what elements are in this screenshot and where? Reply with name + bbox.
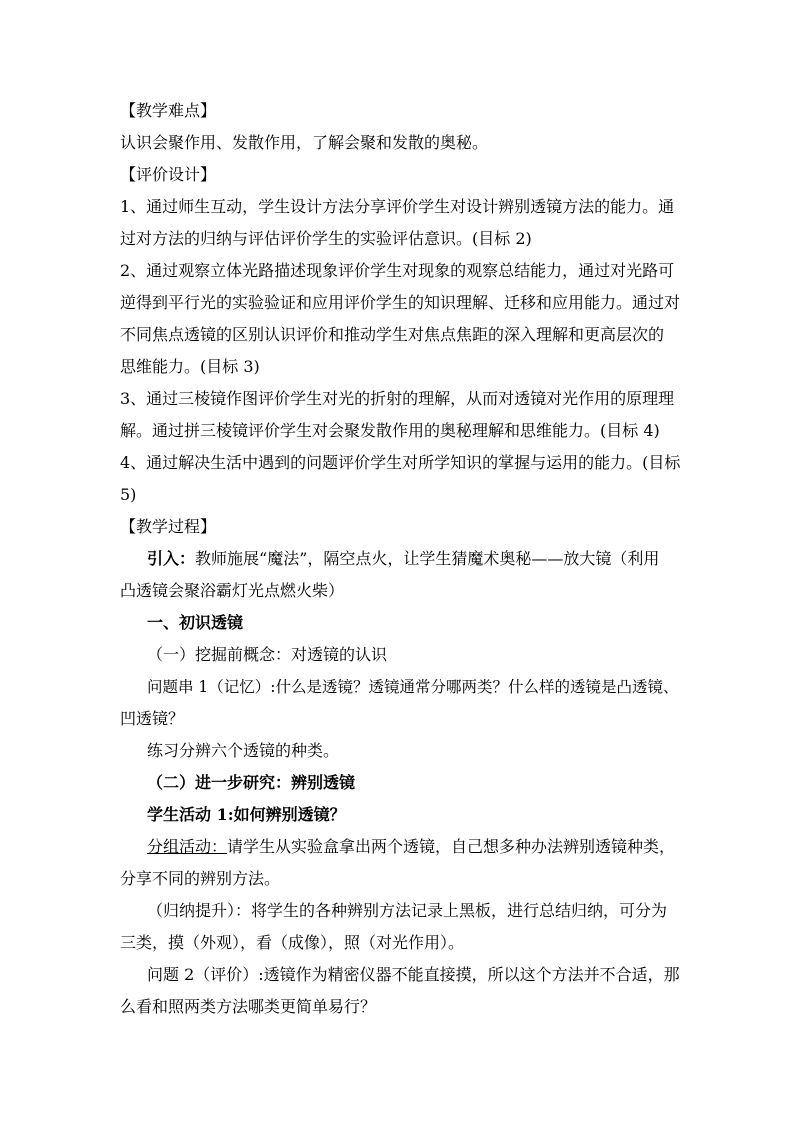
- evaluation-item2-line3: 不同焦点透镜的区别认识评价和推动学生对焦点焦距的深入理解和更高层次的: [120, 325, 665, 344]
- subsection1-title: （一）挖掘前概念：对透镜的认识: [147, 645, 388, 664]
- evaluation-heading: 【评价设计】: [120, 165, 217, 184]
- process-heading: 【教学过程】: [120, 517, 217, 536]
- activity1-title: 学生活动 1:如何辨别透镜？: [147, 805, 346, 824]
- question2-line1: 问题 2（评价）:透镜作为精密仪器不能直接摸，所以这个方法并不合适，那: [147, 965, 680, 984]
- intro-line2: 凸透镜会聚浴霸灯光点燃火柴）: [120, 581, 345, 600]
- evaluation-item1-line1: 1、通过师生互动，学生设计方法分享评价学生对设计辨别透镜方法的能力。通: [120, 197, 675, 216]
- summary-line1: （归纳提升）：将学生的各种辨别方法记录上黑板，进行总结归纳，可分为: [147, 901, 668, 920]
- question2-line2: 么看和照两类方法哪类更简单易行？: [120, 997, 377, 1016]
- group-activity-text: 请学生从实验盒拿出两个透镜，自己想多种办法辨别透镜种类，: [227, 837, 676, 856]
- question1-line1: 问题串 1（记忆）:什么是透镜？透镜通常分哪两类？什么样的透镜是凸透镜、: [147, 678, 679, 696]
- intro-label: 引入：: [147, 549, 196, 568]
- evaluation-item3-line1: 3、通过三棱镜作图评价学生对光的折射的理解，从而对透镜对光作用的原理理: [120, 389, 675, 408]
- difficulty-heading: 【教学难点】: [120, 101, 217, 120]
- group-activity-label: 分组活动：: [147, 837, 228, 856]
- evaluation-item2-line4: 思维能力。(目标 3): [120, 357, 260, 376]
- evaluation-item3-line2: 解。通过拼三棱镜评价学生对会聚发散作用的奥秘理解和思维能力。(目标 4): [120, 421, 660, 440]
- group-activity-line1: [147, 837, 687, 857]
- evaluation-item2-line2: 逆得到平行光的实验验证和应用评价学生的知识理解、迁移和应用能力。通过对: [120, 293, 681, 312]
- intro-text: 教师施展“魔法”，隔空点火，让学生猜魔术奥秘——放大镜（利用: [195, 549, 660, 568]
- question1-line2: 凹透镜？: [120, 709, 185, 728]
- intro-line1: [147, 549, 687, 569]
- difficulty-text: 认识会聚作用、发散作用，了解会聚和发散的奥秘。: [120, 133, 489, 152]
- section1-title: 一、初识透镜: [147, 613, 244, 632]
- evaluation-item2-line1: 2、通过观察立体光路描述现象评价学生对现象的观察总结能力，通过对光路可: [120, 261, 675, 280]
- evaluation-item4-line1: 4、通过解决生活中遇到的问题评价学生对所学知识的掌握与运用的能力。(目标: [120, 453, 681, 472]
- subsection2-title: （二）进一步研究：辨别透镜: [147, 773, 356, 792]
- group-activity-line2: 分享不同的辨别方法。: [120, 869, 281, 888]
- evaluation-item4-line2: 5): [120, 485, 137, 504]
- summary-line2: 三类，摸（外观），看（成像），照（对光作用）。: [120, 933, 465, 952]
- evaluation-item1-line2: 过对方法的归纳与评估评价学生的实验评估意识。(目标 2): [120, 229, 532, 248]
- practice-text: 练习分辨六个透镜的种类。: [147, 741, 340, 760]
